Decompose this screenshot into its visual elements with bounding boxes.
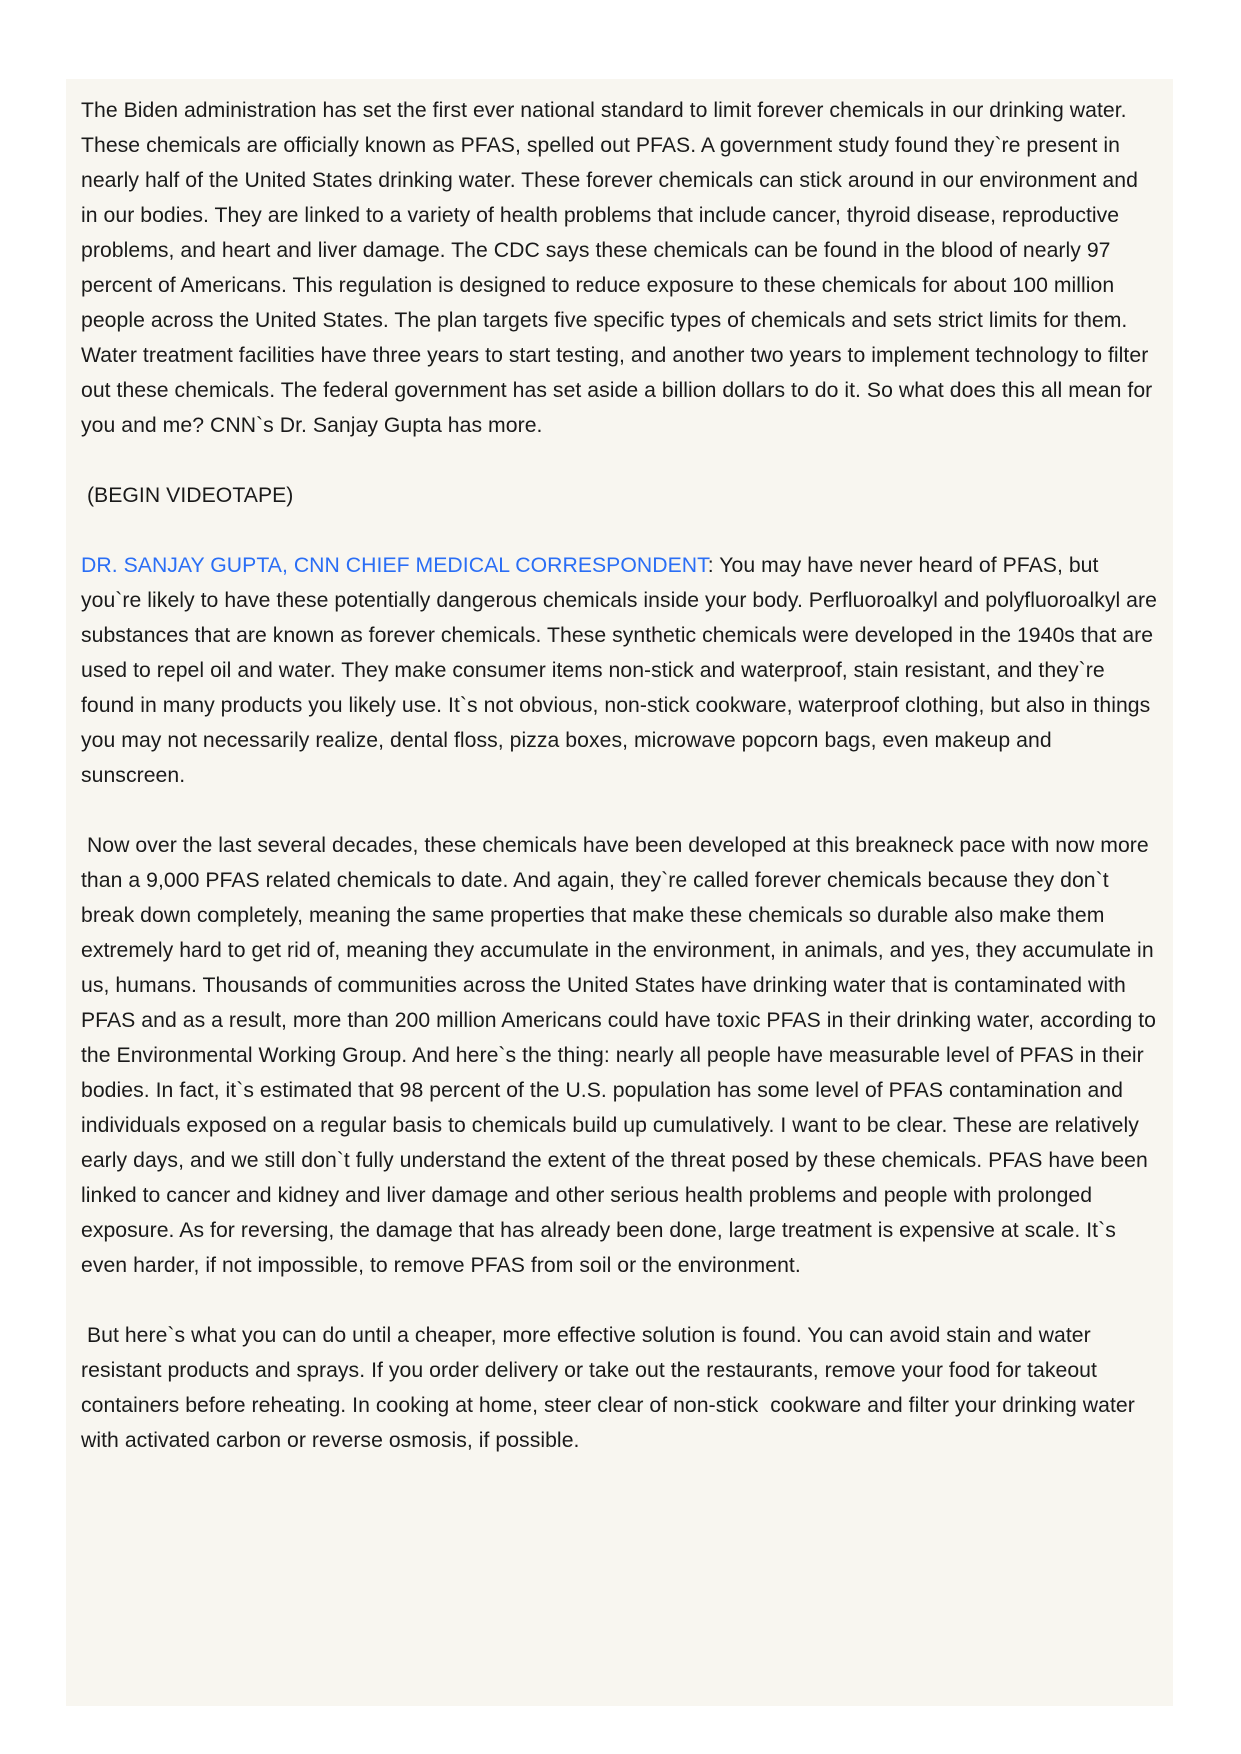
speaker-paragraph (81, 548, 1163, 793)
transcript-card (66, 79, 1173, 1706)
intro-paragraph: The Biden administration has set the first ever national standard to limit forever chemicals in our drinking water. These chemicals are officially known as PFAS, spelled out PFAS. A government study found they`re present in nearly half of the United States drinking water. These forever chemicals can stick around in our environment and in our bodies. They are linked to a variety of health problems that include cancer, thyroid disease, reproductive problems, and heart and liver damage. The CDC says these chemicals can be found in the blood of nearly 97 percent of Americans. This regulation is designed to reduce exposure to these chemicals for about 100 million people across the United States. The plan targets five specific types of chemicals and sets strict limits for them. Water treatment facilities have three years to start testing, and another two years to implement technology to filter out these chemicals. The federal government has set aside a billion dollars to do it. So what does this all mean for you and me? CNN`s Dr. Sanjay Gupta has more. (81, 99, 1159, 437)
body-paragraph: But here`s what you can do until a cheaper, more effective solution is found. You can avoid stain and water resistant products and sprays. If you order delivery or take out the restaurants, remove your food for takeout containers before reheating. In cooking at home, steer clear of non-stick cookware and filter your drinking water with activated carbon or reverse osmosis, if possible. (81, 1324, 1141, 1452)
body-paragraph: Now over the last several decades, these chemicals have been developed at this breakneck pace with now more than a 9,000 PFAS related chemicals to date. And again, they`re called forever chemicals because they don`t break down completely, meaning the same properties that make these chemicals so durable also make them extremely hard to get rid of, meaning they accumulate in the environment, in animals, and yes, they accumulate in us, humans. Thousands of communities across the United States have drinking water that is contaminated with PFAS and as a result, more than 200 million Americans could have toxic PFAS in their drinking water, according to the Environmental Working Group. And here`s the thing: nearly all people have measurable level of PFAS in their bodies. In fact, it`s estimated that 98 percent of the U.S. population has some level of PFAS contamination and individuals exposed on a regular basis to chemicals build up cumulatively. I want to be clear. These are relatively early days, and we still don`t fully understand the extent of the threat posed by these chemicals. PFAS have been linked to cancer and kidney and liver damage and other serious health problems and people with prolonged exposure. As for reversing, the damage that has already been done, large treatment is expensive at scale. It`s even harder, if not impossible, to remove PFAS from soil or the environment. (81, 834, 1162, 1277)
speaker-text: : You may have never heard of PFAS, but you`re likely to have these potentially dangerous chemicals inside your body. Perfluoroalkyl and polyfluoroalkyl are substances that are known as forever chemicals. These synthetic chemicals were developed in the 1940s that are used to repel oil and water. They make consumer items non-stick and waterproof, stain resistant, and they`re found in many products you likely use. It`s not obvious, non-stick cookware, waterproof clothing, but also in things you may not necessarily realize, dental floss, pizza boxes, microwave popcorn bags, even makeup and sunscreen. (81, 554, 1163, 787)
speaker-name[interactable]: DR. SANJAY GUPTA, CNN CHIEF MEDICAL CORRESPONDENT (81, 554, 708, 577)
videotape-marker: (BEGIN VIDEOTAPE) (81, 484, 294, 507)
